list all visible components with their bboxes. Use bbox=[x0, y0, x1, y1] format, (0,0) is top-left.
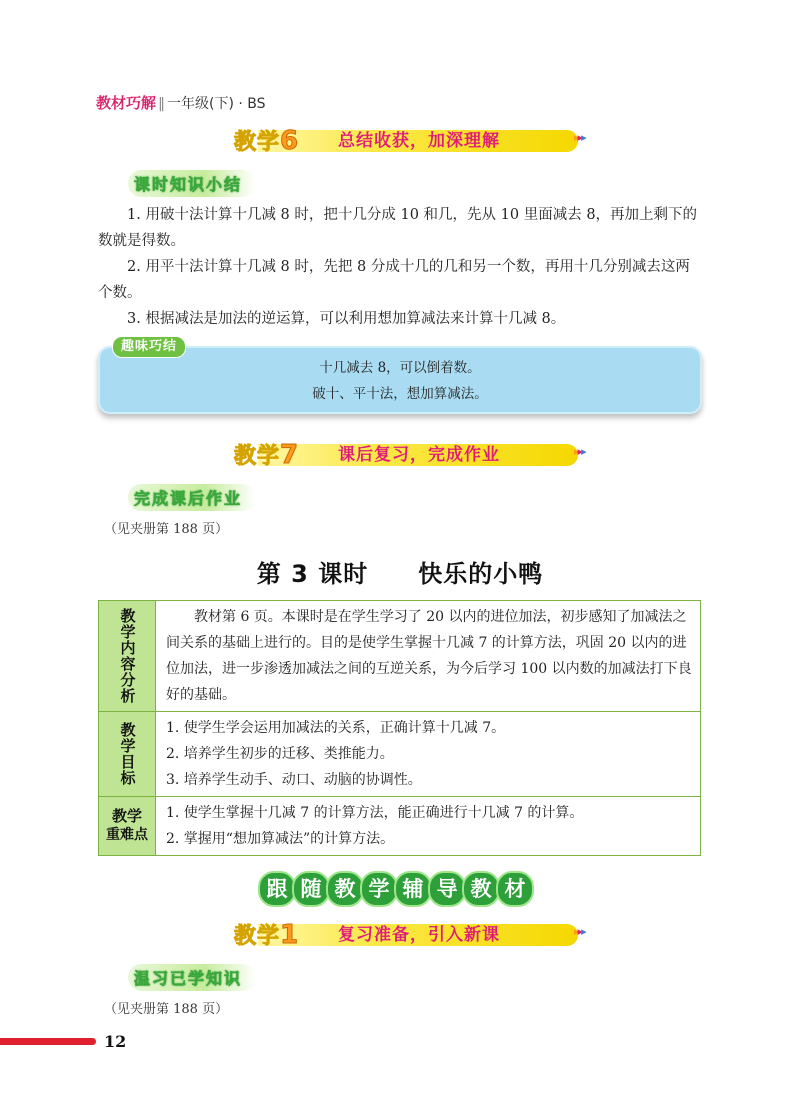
summary-item: 1. 用破十法计算十几减 8 时，把十几分成 10 和几，先从 10 里面减去 8，再加上剩下的数就是得数。 bbox=[98, 207, 698, 249]
row-header: 教学 重难点 bbox=[99, 797, 156, 855]
step-title: 复习准备，引入新课 bbox=[338, 925, 500, 945]
section-label-review: 温习已学知识 bbox=[128, 964, 256, 991]
step-banner-7 bbox=[228, 440, 598, 470]
step-badge: 教学6 bbox=[234, 126, 300, 156]
arrows-icon: ▸▸▸ bbox=[574, 131, 585, 144]
row-body: 1. 使学生学会运用加减法的关系，正确计算十几减 7。 2. 培养学生初步的迁移、类推能力。 3. 培养学生动手、动口、动脑的协调性。 bbox=[166, 720, 506, 788]
row-header: 教学内容分析 bbox=[99, 601, 156, 711]
lesson-name: 快乐的小鸭 bbox=[418, 560, 544, 588]
step-banner-6 bbox=[228, 126, 598, 156]
row-header: 教学目标 bbox=[99, 712, 156, 796]
step-badge: 教学1 bbox=[234, 920, 300, 950]
running-header bbox=[96, 92, 266, 113]
fun-line: 十几减去 8，可以倒着数。 bbox=[319, 360, 481, 376]
table-row bbox=[99, 601, 700, 711]
summary-text bbox=[98, 202, 698, 332]
fun-line: 破十、平十法，想加算减法。 bbox=[312, 386, 488, 402]
page-reference: （见夹册第 188 页） bbox=[104, 522, 229, 537]
lesson-title bbox=[0, 554, 800, 589]
row-body: 教材第 6 页。本课时是在学生学习了 20 以内的进位加法，初步感知了加减法之间关系的基础上进行的。目的是使学生掌握十几减 7 的计算方法，巩固 20 以内的进位加法，进一步渗透加减法之间的互逆关系，为今后学习 100 以内数的加减法打下良好的基础。 bbox=[166, 609, 692, 703]
guide-banner: 跟 随 教 学 辅 导 教 材 bbox=[258, 870, 538, 904]
table-row bbox=[99, 711, 700, 796]
footer-bar bbox=[0, 1038, 96, 1045]
grade-label: 一年级(下) · BS bbox=[167, 96, 266, 112]
page-number: 12 bbox=[104, 1032, 127, 1051]
summary-item: 3. 根据减法是加法的逆运算，可以利用想加算减法来计算十几减 8。 bbox=[127, 311, 566, 327]
section-label-homework: 完成课后作业 bbox=[128, 484, 256, 511]
summary-item: 2. 用平十法计算十几减 8 时，先把 8 分成十几的几和另一个数，再用十几分别减去这两个数。 bbox=[98, 259, 690, 301]
step-title: 总结收获，加深理解 bbox=[338, 131, 500, 151]
step-banner-1 bbox=[228, 920, 598, 950]
step-badge: 教学7 bbox=[234, 440, 300, 470]
row-body: 1. 使学生掌握十几减 7 的计算方法，能正确进行十几减 7 的计算。 2. 掌握用“想加算减法”的计算方法。 bbox=[166, 805, 584, 847]
lesson-number: 第 3 课时 bbox=[256, 560, 369, 588]
header-separator: ‖ bbox=[158, 96, 166, 112]
book-brand: 教材巧解 bbox=[96, 94, 157, 112]
lesson-analysis-table bbox=[98, 600, 701, 856]
page-reference: （见夹册第 188 页） bbox=[104, 1002, 229, 1017]
fun-summary-tag: 趣味巧结 bbox=[112, 336, 186, 358]
arrows-icon: ▸▸▸ bbox=[574, 925, 585, 938]
step-title: 课后复习，完成作业 bbox=[338, 445, 500, 465]
arrows-icon: ▸▸▸ bbox=[574, 445, 585, 458]
table-row bbox=[99, 796, 700, 855]
section-label-summary: 课时知识小结 bbox=[128, 170, 256, 197]
